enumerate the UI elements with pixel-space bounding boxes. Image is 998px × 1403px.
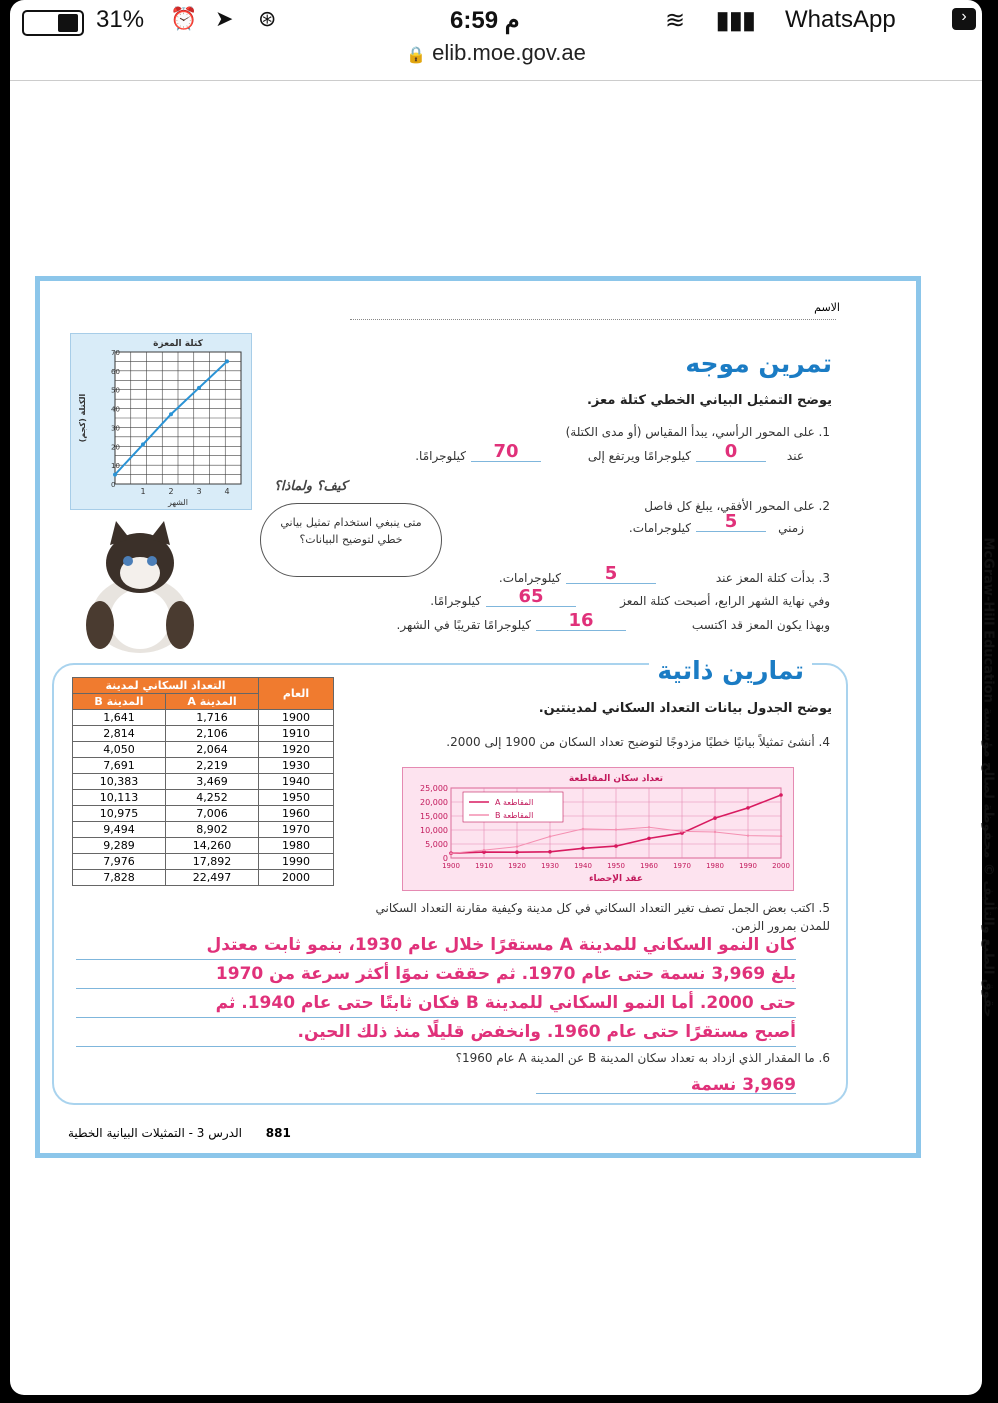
- x-tick-label: 1950: [607, 862, 625, 870]
- x-tick-label: 2000: [772, 862, 790, 870]
- x-tick-label: 3: [196, 487, 202, 496]
- table-cell-a: 4,252: [166, 790, 259, 806]
- x-tick-label: 2: [168, 487, 174, 496]
- table-row: [73, 822, 334, 838]
- speech-bubble: [260, 503, 442, 577]
- q3-unit3: كيلوجرامًا تقريبًا في الشهر.: [396, 618, 531, 632]
- data-point: [483, 849, 485, 851]
- y-tick-label: 10,000: [420, 826, 448, 835]
- table-cell-a: 2,106: [166, 726, 259, 742]
- table-header-year: العام: [259, 678, 334, 710]
- table-row: [73, 838, 334, 854]
- q5-answer-line: بلغ 3,969 نسمة حتى عام 1970. ثم حققت نموًا أكثر سرعة من 1970: [76, 960, 796, 989]
- chart-title: كتلة المعزة: [153, 339, 203, 349]
- table-header-b: المدينة B: [73, 694, 166, 710]
- table-cell-year: 1970: [259, 822, 334, 838]
- table-row: [73, 790, 334, 806]
- y-tick-label: 30: [111, 424, 120, 433]
- data-point: [746, 806, 750, 810]
- q2-time: زمني: [778, 521, 804, 535]
- y-tick-label: 70: [111, 349, 120, 357]
- population-line-chart: [402, 767, 794, 891]
- data-point: [225, 359, 229, 363]
- data-point: [714, 831, 716, 833]
- x-tick-label: 1900: [442, 862, 460, 870]
- table-row: [73, 774, 334, 790]
- table-cell-b: 4,050: [73, 742, 166, 758]
- y-tick-label: 25,000: [420, 784, 448, 793]
- x-tick-label: 4: [224, 487, 230, 496]
- q5-answer-line: كان النمو السكاني للمدينة A مستقرًا خلال عام 1930، بنمو ثابت معتدل: [76, 931, 796, 960]
- y-tick-label: 40: [111, 405, 120, 414]
- wifi-icon: ≋: [665, 7, 686, 34]
- q2-text: 2. على المحور الأفقي، يبلغ كل فاصل: [644, 499, 830, 513]
- data-point: [615, 828, 617, 830]
- data-point: [648, 826, 650, 828]
- population-chart-svg: [403, 768, 793, 890]
- q2-answer[interactable]: 5: [696, 511, 766, 532]
- table-cell-year: 1980: [259, 838, 334, 854]
- q1-unit: كيلوجرامًا.: [415, 449, 466, 463]
- y-tick-label: 50: [111, 386, 120, 395]
- url-text[interactable]: elib.moe.gov.ae: [432, 40, 586, 65]
- x-tick-label: 1: [140, 487, 146, 496]
- name-label: الاسم: [814, 301, 840, 314]
- legend-label: B المقاطعة: [495, 811, 534, 820]
- table-cell-a: 3,469: [166, 774, 259, 790]
- x-tick-label: 1990: [739, 862, 757, 870]
- q6-text: 6. ما المقدار الذي ازداد به تعداد سكان المدينة B عن المدينة A عام 1960؟: [455, 1051, 830, 1065]
- x-tick-label: 1940: [574, 862, 592, 870]
- y-tick-label: 60: [111, 367, 120, 376]
- table-cell-a: 8,902: [166, 822, 259, 838]
- data-point: [516, 845, 518, 847]
- q3-answer-start[interactable]: 5: [566, 563, 656, 584]
- battery-percent: 31%: [96, 6, 145, 33]
- table-cell-b: 9,289: [73, 838, 166, 854]
- table-cell-b: 7,691: [73, 758, 166, 774]
- data-point: [169, 412, 173, 416]
- data-point: [549, 835, 551, 837]
- table-cell-year: 1930: [259, 758, 334, 774]
- table-cell-b: 7,828: [73, 870, 166, 886]
- data-point: [113, 473, 117, 477]
- name-line: [350, 319, 836, 320]
- data-point: [582, 828, 584, 830]
- bubble-heading: كيف؟ ولماذا؟: [274, 479, 348, 494]
- q5-answer-line: حتى 2000. أما النمو السكاني للمدينة B فكان ثابتًا حتى عام 1940. ثم: [76, 989, 796, 1018]
- y-tick-label: 20: [111, 443, 120, 452]
- q6-answer[interactable]: 3,969 نسمة: [536, 1071, 796, 1094]
- data-point: [747, 834, 749, 836]
- textbook-page: [35, 276, 921, 1158]
- x-tick-label: 1910: [475, 862, 493, 870]
- x-tick-label: 1980: [706, 862, 724, 870]
- population-table-wrap: [72, 677, 334, 886]
- table-cell-a: 17,892: [166, 854, 259, 870]
- data-point: [450, 852, 452, 854]
- q1-rises: كيلوجرامًا ويرتفع إلى: [587, 449, 691, 463]
- mass-chart-svg: [71, 334, 251, 509]
- table-row: [73, 726, 334, 742]
- table-cell-b: 2,814: [73, 726, 166, 742]
- q1-text: 1. على المحور الرأسي، يبدأ المقياس (أو مدى الكتلة): [565, 425, 830, 439]
- table-cell-a: 1,716: [166, 710, 259, 726]
- lesson-title: الدرس 3 - التمثيلات البيانية الخطية: [68, 1126, 242, 1140]
- table-cell-b: 7,976: [73, 854, 166, 870]
- q2-unit: كيلوجرامات.: [628, 521, 691, 535]
- data-point: [141, 442, 145, 446]
- data-point: [197, 386, 201, 390]
- back-arrow-icon[interactable]: ›: [952, 8, 976, 30]
- data-point: [581, 846, 585, 850]
- q1-at: عند: [786, 449, 804, 463]
- table-row: [73, 854, 334, 870]
- table-cell-a: 14,260: [166, 838, 259, 854]
- q3-line2: وفي نهاية الشهر الرابع، أصبحت كتلة المعز: [620, 594, 830, 608]
- x-tick-label: 1970: [673, 862, 691, 870]
- table-cell-year: 1940: [259, 774, 334, 790]
- table-cell-year: 1950: [259, 790, 334, 806]
- data-point: [681, 830, 683, 832]
- page-footer: [68, 1126, 291, 1140]
- x-tick-label: 1920: [508, 862, 526, 870]
- data-point: [548, 850, 552, 854]
- bubble-text: متى ينبغي استخدام تمثيل بياني خطي لتوضيح البيانات؟: [280, 516, 422, 546]
- y-tick-label: 15,000: [420, 812, 448, 821]
- phone-screen: [10, 0, 996, 1395]
- status-bar: [10, 0, 982, 40]
- x-tick-label: 1960: [640, 862, 658, 870]
- x-tick-label: 1930: [541, 862, 559, 870]
- table-cell-year: 1910: [259, 726, 334, 742]
- q3-unit2: كيلوجرامًا.: [430, 594, 481, 608]
- x-axis-label: عقد الإحصاء: [588, 874, 644, 884]
- table-cell-year: 2000: [259, 870, 334, 886]
- rotation-lock-icon: ⊛: [258, 6, 277, 31]
- table-group-header: التعداد السكاني لمدينة: [73, 678, 259, 694]
- location-icon: ➤: [215, 6, 234, 31]
- independent-practice-title: تمارين ذاتية: [649, 656, 812, 685]
- table-cell-a: 22,497: [166, 870, 259, 886]
- table-row: [73, 870, 334, 886]
- data-point: [779, 793, 783, 797]
- q3-line3: وبهذا يكون المعز قد اكتسب: [691, 618, 830, 632]
- q3-answer-gain[interactable]: 16: [536, 610, 626, 631]
- table-row: [73, 806, 334, 822]
- clock: 6:59 م: [450, 7, 520, 34]
- table-cell-year: 1990: [259, 854, 334, 870]
- q1-answer-start[interactable]: 0: [696, 441, 766, 462]
- table-row: [73, 710, 334, 726]
- side-copyright: [968, 500, 998, 1020]
- copyright-text: حقوق الطبع والتأليف © محفوظة لصالح مؤسسة McGraw-Hill Education: [980, 537, 996, 1018]
- q4-text: 4. أنشئ تمثيلاً بيانيًا خطيًا مزدوجًا لتوضيح تعداد السكان من 1900 إلى 2000.: [446, 735, 830, 749]
- y-tick-label: 10: [111, 462, 120, 471]
- table-header-a: المدينة A: [166, 694, 259, 710]
- signal-icon: ▮▮▮: [716, 7, 756, 34]
- y-axis-label: الكتلة (كجم): [78, 393, 87, 443]
- table-cell-a: 7,006: [166, 806, 259, 822]
- mass-line-chart: [70, 333, 252, 510]
- alarm-icon: ⏰: [170, 6, 198, 31]
- table-cell-b: 1,641: [73, 710, 166, 726]
- independent-intro: يوضح الجدول بيانات التعداد السكاني لمدينتين.: [538, 701, 832, 716]
- table-cell-year: 1920: [259, 742, 334, 758]
- page-number: 881: [265, 1126, 291, 1140]
- q3-answer-end[interactable]: 65: [486, 586, 576, 607]
- data-point: [780, 835, 782, 837]
- q3-unit1: كيلوجرامات.: [498, 571, 561, 585]
- table-row: [73, 758, 334, 774]
- q1-answer-end[interactable]: 70: [471, 441, 541, 462]
- legend-label: A المقاطعة: [495, 798, 534, 807]
- data-point: [713, 816, 717, 820]
- q3-text: 3. بدأت كتلة المعز عند: [715, 571, 830, 585]
- q5-answer[interactable]: [76, 931, 796, 1047]
- chart-title: تعداد سكان المقاطعة: [568, 774, 664, 784]
- table-cell-year: 1900: [259, 710, 334, 726]
- q5-answer-line: أصبح مستقرًا حتى عام 1960. وانخفض قليلًا منذ ذلك الحين.: [76, 1018, 796, 1047]
- table-cell-b: 10,383: [73, 774, 166, 790]
- guided-intro: يوضح التمثيل البياني الخطي كتلة معز.: [586, 393, 832, 408]
- x-axis-label: الشهر: [168, 498, 188, 507]
- y-tick-label: 0: [111, 481, 116, 489]
- battery-icon: [22, 10, 84, 36]
- table-cell-b: 10,113: [73, 790, 166, 806]
- table-cell-b: 10,975: [73, 806, 166, 822]
- population-table: [72, 677, 334, 886]
- y-tick-label: 5,000: [425, 840, 448, 849]
- address-bar[interactable]: [10, 40, 982, 81]
- table-cell-year: 1960: [259, 806, 334, 822]
- table-cell-a: 2,064: [166, 742, 259, 758]
- q5-text: 5. اكتب بعض الجمل تصف تغير التعداد السكاني في كل مدينة وكيفية مقارنة التعداد السكاني للمدن بمرور الزمن.: [375, 901, 830, 933]
- data-point: [515, 850, 519, 854]
- table-cell-a: 2,219: [166, 758, 259, 774]
- data-point: [614, 844, 618, 848]
- guided-practice-title: تمرين موجه: [685, 349, 832, 378]
- table-row: [73, 742, 334, 758]
- back-to-app-label[interactable]: WhatsApp: [785, 6, 896, 33]
- y-tick-label: 0: [442, 854, 448, 863]
- y-tick-label: 20,000: [420, 798, 448, 807]
- cat-illustration: [80, 515, 200, 655]
- lock-icon: 🔒: [406, 47, 427, 64]
- data-point: [647, 837, 651, 841]
- table-cell-b: 9,494: [73, 822, 166, 838]
